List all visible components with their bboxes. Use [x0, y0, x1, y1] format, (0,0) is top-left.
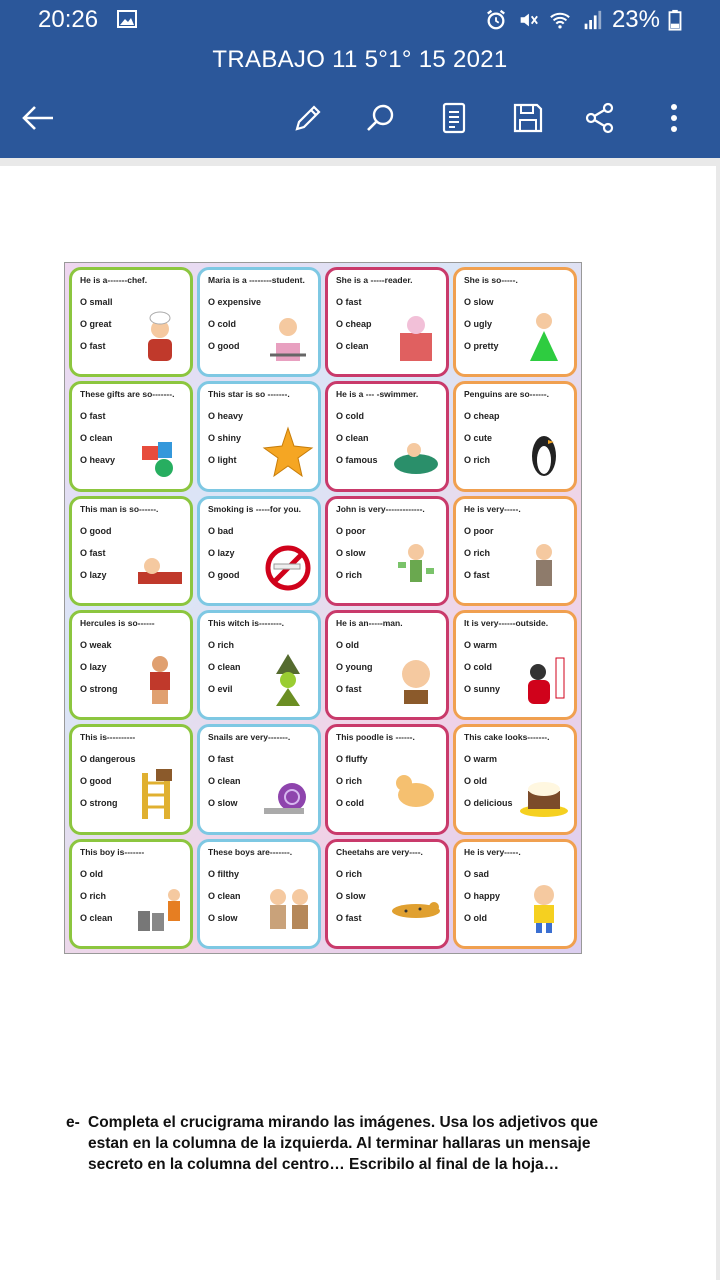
card-prompt: This poodle is ------. — [336, 732, 415, 743]
reading-mode-icon — [441, 102, 467, 134]
card-option: O fast — [336, 684, 362, 694]
save-icon — [512, 102, 544, 134]
search-button[interactable] — [358, 96, 402, 140]
card-prompt: This is---------- — [80, 732, 136, 743]
card-option: O warm — [464, 640, 498, 650]
worksheet-card — [69, 267, 193, 377]
card-option: O heavy — [208, 411, 244, 422]
worksheet-card — [325, 267, 449, 377]
more-options-button[interactable] — [652, 96, 696, 140]
card-prompt: These gifts are so-------. — [80, 389, 175, 400]
status-time: 20:26 — [38, 6, 99, 33]
card-option: O rich — [464, 547, 491, 558]
worksheet-card — [197, 839, 321, 949]
worksheet-card — [325, 381, 449, 491]
card-option: O good — [80, 776, 112, 787]
card-option: O fast — [336, 912, 362, 923]
card-option: O cold — [464, 662, 493, 672]
card-prompt: She is so-----. — [464, 275, 518, 285]
card-option: O lazy — [208, 547, 235, 558]
worksheet-card — [197, 610, 321, 720]
instruction-paragraph — [66, 1112, 606, 1175]
card-option: O cold — [336, 798, 365, 809]
card-illustration — [262, 764, 314, 826]
card-option: O slow — [336, 890, 366, 901]
instruction-label: e- — [66, 1114, 80, 1131]
card-option: O cute — [464, 433, 493, 444]
card-option: O fast — [208, 754, 234, 765]
worksheet-card — [325, 724, 449, 834]
edit-pencil-icon — [292, 102, 324, 134]
worksheet-card — [325, 496, 449, 606]
card-illustration — [518, 306, 570, 368]
card-illustration — [134, 535, 186, 597]
card-illustration — [134, 306, 186, 368]
worksheet-card — [453, 724, 577, 834]
card-option: O warm — [464, 754, 498, 765]
card-option: O old — [80, 868, 103, 879]
card-option: O great — [80, 319, 112, 329]
edit-button[interactable] — [286, 96, 330, 140]
card-option: O dangerous — [80, 754, 136, 765]
back-button[interactable] — [16, 96, 60, 140]
card-option: O happy — [464, 890, 501, 901]
battery-percent: 23% — [611, 6, 660, 33]
card-illustration — [134, 649, 186, 711]
card-option: O fast — [80, 341, 106, 351]
card-option: O old — [336, 640, 359, 650]
worksheet-card — [453, 381, 577, 491]
card-option: O young — [336, 662, 373, 672]
card-prompt: Smoking is -----for you. — [208, 503, 302, 514]
card-illustration — [390, 649, 442, 711]
card-option: O sad — [464, 868, 490, 879]
save-button[interactable] — [506, 96, 550, 140]
card-option: O good — [80, 525, 112, 536]
card-illustration — [518, 878, 570, 940]
card-option: O rich — [208, 640, 235, 650]
worksheet-card — [325, 610, 449, 720]
card-option: O shiny — [208, 433, 242, 444]
card-option: O poor — [336, 525, 366, 536]
card-option: O bad — [208, 525, 234, 536]
card-option: O lazy — [80, 569, 107, 580]
battery-icon — [668, 9, 682, 31]
card-prompt: These boys are-------. — [208, 846, 293, 857]
worksheet-card — [69, 381, 193, 491]
card-option: O old — [464, 912, 487, 923]
gallery-icon — [117, 10, 137, 28]
card-option: O small — [80, 297, 113, 307]
card-illustration — [134, 878, 186, 940]
share-button[interactable] — [578, 96, 622, 140]
worksheet-card — [453, 267, 577, 377]
card-prompt: Hercules is so------ — [80, 618, 155, 628]
card-option: O strong — [80, 684, 118, 694]
card-prompt: This witch is--------. — [208, 618, 285, 628]
worksheet-card — [197, 724, 321, 834]
alarm-icon — [484, 9, 508, 31]
card-option: O old — [464, 776, 487, 787]
status-bar — [0, 0, 720, 42]
card-option: O rich — [336, 569, 363, 580]
card-option: O poor — [464, 525, 494, 536]
card-option: O rich — [80, 890, 107, 901]
worksheet-card — [197, 381, 321, 491]
card-illustration — [262, 421, 314, 483]
share-icon — [584, 102, 616, 134]
card-option: O clean — [208, 890, 241, 901]
status-icons — [484, 6, 682, 34]
card-option: O clean — [80, 912, 113, 923]
card-illustration — [390, 764, 442, 826]
card-prompt: This cake looks-------. — [464, 732, 550, 743]
card-prompt: He is very-----. — [464, 846, 521, 857]
card-option: O clean — [80, 433, 113, 444]
back-arrow-icon — [21, 104, 55, 132]
card-option: O fast — [336, 297, 362, 307]
card-option: O clean — [208, 776, 241, 787]
card-illustration — [134, 764, 186, 826]
card-option: O filthy — [208, 868, 239, 879]
card-illustration — [262, 535, 314, 597]
worksheet-card — [453, 610, 577, 720]
app-bar — [0, 0, 720, 158]
card-prompt: This man is so------. — [80, 503, 159, 514]
card-option: O weak — [80, 640, 112, 650]
card-prompt: Penguins are so------. — [464, 389, 550, 400]
card-option: O famous — [336, 455, 378, 466]
card-option: O strong — [80, 798, 118, 809]
card-option: O good — [208, 341, 240, 351]
card-option: O light — [208, 455, 237, 466]
card-option: O delicious — [464, 798, 513, 809]
card-option: O clean — [336, 341, 369, 351]
instruction-text: Completa el crucigrama mirando las imágenes. Usa los adjetivos que estan en la columna de la izquierda. Al terminar hallaras un mensaje secreto en la columna del centro… Escribilo al final de la hoja… — [88, 1114, 598, 1173]
signal-icon — [580, 9, 604, 31]
card-option: O clean — [208, 662, 241, 672]
worksheet-image — [64, 262, 582, 954]
card-illustration — [262, 649, 314, 711]
card-option: O evil — [208, 684, 233, 694]
card-option: O good — [208, 569, 240, 580]
card-option: O clean — [336, 433, 369, 444]
card-prompt: This star is so -------. — [208, 389, 290, 400]
card-illustration — [390, 306, 442, 368]
card-option: O pretty — [464, 341, 499, 351]
worksheet-card — [69, 839, 193, 949]
card-illustration — [390, 535, 442, 597]
worksheet-card — [69, 724, 193, 834]
card-option: O ugly — [464, 319, 493, 329]
card-prompt: John is very-------------. — [336, 503, 425, 514]
card-illustration — [518, 764, 570, 826]
card-option: O cold — [208, 319, 237, 329]
worksheet-card — [197, 496, 321, 606]
card-option: O lazy — [80, 662, 107, 672]
card-option: O heavy — [80, 455, 116, 466]
card-option: O fast — [80, 547, 106, 558]
card-illustration — [262, 306, 314, 368]
card-option: O cold — [336, 411, 365, 422]
card-illustration — [390, 421, 442, 483]
card-prompt: Snails are very-------. — [208, 732, 291, 743]
card-illustration — [518, 421, 570, 483]
card-option: O cheap — [336, 319, 372, 329]
card-option: O rich — [336, 776, 363, 787]
card-illustration — [390, 878, 442, 940]
card-illustration — [518, 649, 570, 711]
card-prompt: This boy is------- — [80, 846, 145, 857]
card-option: O fast — [80, 411, 106, 422]
card-option: O fast — [464, 569, 490, 580]
card-option: O slow — [464, 297, 494, 307]
worksheet-card — [325, 839, 449, 949]
card-prompt: It is very------outside. — [464, 618, 549, 628]
card-illustration — [518, 535, 570, 597]
reading-mode-button[interactable] — [432, 96, 476, 140]
card-option: O slow — [336, 547, 366, 558]
card-illustration — [262, 878, 314, 940]
card-option: O rich — [464, 455, 491, 466]
card-prompt: He is a --- -swimmer. — [336, 389, 419, 400]
card-prompt: She is a -----reader. — [336, 275, 413, 285]
card-option: O fluffy — [336, 754, 368, 765]
card-illustration — [134, 421, 186, 483]
card-option: O expensive — [208, 297, 262, 307]
wifi-icon — [548, 9, 572, 31]
card-option: O sunny — [464, 684, 501, 694]
card-prompt: Maria is a --------student. — [208, 275, 305, 285]
card-option: O slow — [208, 912, 238, 923]
document-title: TRABAJO 11 5°1° 15 2021 — [212, 46, 508, 73]
card-prompt: Cheetahs are very----. — [336, 846, 423, 857]
worksheet-card — [453, 496, 577, 606]
worksheet-grid — [69, 267, 577, 949]
card-option: O rich — [336, 868, 363, 879]
search-icon — [364, 102, 396, 134]
card-prompt: He is a-------chef. — [80, 275, 148, 285]
worksheet-card — [197, 267, 321, 377]
more-options-icon — [669, 102, 679, 134]
worksheet-card — [453, 839, 577, 949]
mute-icon — [516, 9, 540, 31]
card-prompt: He is very-----. — [464, 503, 521, 514]
card-option: O slow — [208, 798, 238, 809]
worksheet-card — [69, 610, 193, 720]
card-option: O cheap — [464, 411, 500, 422]
card-prompt: He is an-----man. — [336, 618, 403, 628]
worksheet-card — [69, 496, 193, 606]
